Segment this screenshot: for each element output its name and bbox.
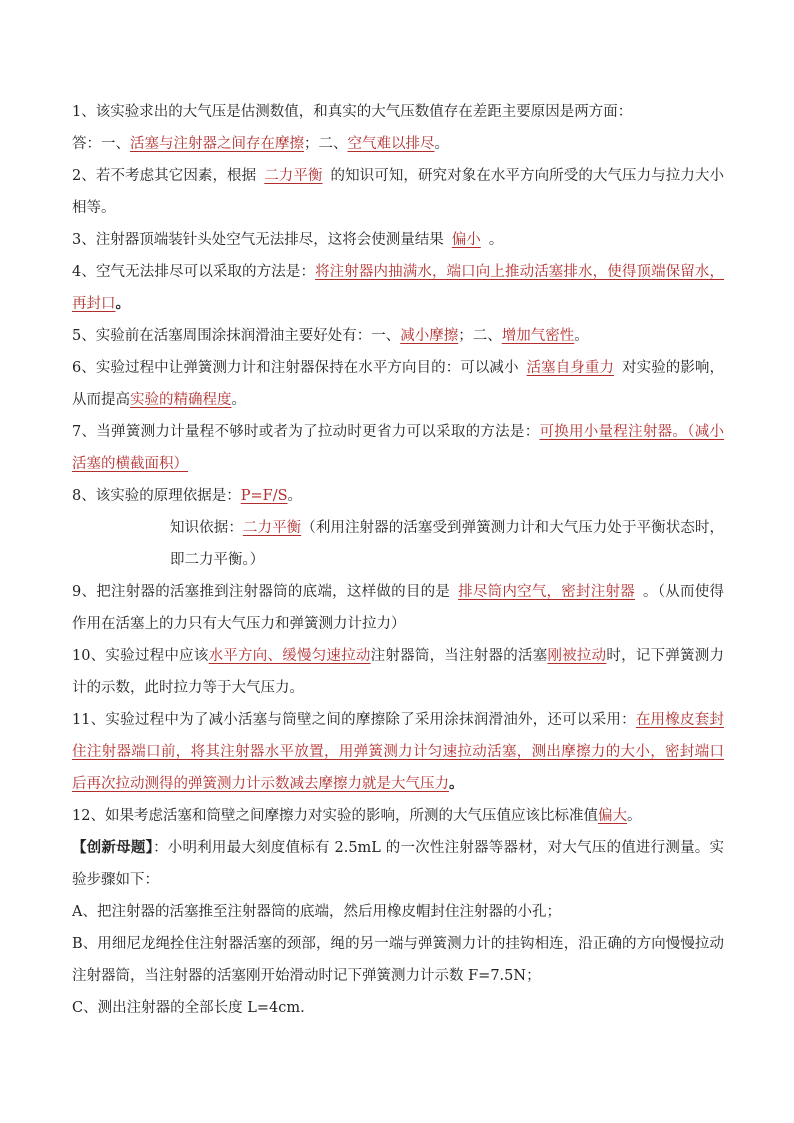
question-4: 4、空气无法排尽可以采取的方法是：将注射器内抽满水，端口向上推动活塞排水，使得顶端保留水，再封口。 — [72, 264, 724, 312]
question-1: 1、该实验求出的大气压是估测数值，和真实的大气压数值存在差距主要原因是两方面： — [72, 104, 633, 120]
question-6: 6、实验过程中让弹簧测力计和注射器保持在水平方向目的：可以减小 活塞自身重力 对实验的影响，从而提高实验的精确程度。 — [72, 360, 725, 408]
step-a: A、把注射器的活塞推至注射器筒的底端，然后用橡皮帽封住注射器的小孔； — [72, 904, 561, 920]
question-8: 8、该实验的原理依据是：P=F/S。 — [72, 488, 303, 504]
step-c: C、测出注射器的全部长度 L=4cm. — [72, 1000, 305, 1016]
question-9: 9、把注射器的活塞推到注射器筒的底端，这样做的目的是 排尽筒内空气，密封注射器 。（从而使得作用在活塞上的力只有大气压力和弹簧测力计拉力） — [72, 584, 725, 632]
answer-blank: 在用橡皮套封住注射器端口前，将其注射器水平放置，用弹簧测力计匀速拉动活塞，测出摩擦力的大小，密封端口后再次拉动测得的弹簧测力计示数减去摩擦力就是大气压力 — [72, 712, 724, 792]
answer-blank: 可换用小量程注射器。（减小活塞的横截面积） — [72, 424, 724, 472]
step-b: B、用细尼龙绳拴住注射器活塞的颈部，绳的另一端与弹簧测力计的挂钩相连，沿正确的方向慢慢拉动注射器筒，当注射器的活塞刚开始滑动时记下弹簧测力计示数 F=7.5N； — [72, 936, 724, 984]
answer-blank: 排尽筒内空气，密封注射器 — [458, 584, 636, 600]
answer-blank: 增加气密性 — [501, 328, 575, 344]
answer-blank: 二力平衡 — [264, 168, 323, 184]
answer-1: 答：一、活塞与注射器之间存在摩擦；二、空气难以排尽。 — [72, 136, 449, 152]
answer-blank: 减小摩擦 — [400, 328, 459, 344]
question-10: 10、实验过程中应该水平方向、缓慢匀速拉动注射器筒，当注射器的活塞刚被拉动时，记下弹簧测力计的示数，此时拉力等于大气压力。 — [72, 648, 725, 696]
question-8-knowledge: 知识依据：二力平衡（利用注射器的活塞受到弹簧测力计和大气压力处于平衡状态时，即二力平衡。） — [170, 520, 725, 568]
document-content — [72, 96, 724, 1024]
answer-blank: 实验的精确程度 — [130, 392, 232, 408]
answer-blank: 二力平衡 — [242, 520, 302, 536]
question-5: 5、实验前在活塞周围涂抹润滑油主要好处有：一、减小摩擦；二、增加气密性。 — [72, 328, 589, 344]
answer-blank: 偏小 — [451, 232, 481, 248]
answer-blank: 空气难以排尽 — [347, 136, 435, 152]
innovation-problem: 【创新母题】：小明利用最大刻度值标有 2.5mL 的一次性注射器等器材，对大气压的值进行测量。实验步骤如下： — [72, 839, 725, 888]
question-3: 3、注射器顶端装针头处空气无法排尽，这将会使测量结果 偏小 。 — [72, 232, 504, 248]
innovation-tag: 【创新母题】 — [72, 839, 154, 856]
question-2: 2、若不考虑其它因素，根据 二力平衡 的知识可知，研究对象在水平方向所受的大气压力与拉力大小相等。 — [72, 168, 725, 216]
answer-blank: 将注射器内抽满水，端口向上推动活塞排水，使得顶端保留水，再封口 — [72, 264, 724, 312]
question-7: 7、当弹簧测力计量程不够时或者为了拉动时更省力可以采取的方法是：可换用小量程注射器。（减小活塞的横截面积） — [72, 424, 724, 472]
answer-blank: 偏大 — [597, 808, 627, 824]
answer-blank: 活塞自身重力 — [526, 360, 615, 376]
answer-blank: 水平方向、缓慢匀速拉动 — [208, 648, 371, 664]
answer-blank: 刚被拉动 — [547, 648, 607, 664]
question-12: 12、如果考虑活塞和筒壁之间摩擦力对实验的影响，所测的大气压值应该比标准值偏大。 — [72, 808, 642, 824]
question-11: 11、实验过程中为了减小活塞与筒壁之间的摩擦除了采用涂抹润滑油外，还可以采用：在用橡皮套封住注射器端口前，将其注射器水平放置，用弹簧测力计匀速拉动活塞，测出摩擦力的大小，密封端口后再次拉动测得的弹簧测力计示数减去摩擦力就是大气压力。 — [72, 712, 724, 792]
answer-blank: 活塞与注射器之间存在摩擦 — [130, 136, 304, 152]
answer-blank: P=F/S — [240, 488, 288, 504]
